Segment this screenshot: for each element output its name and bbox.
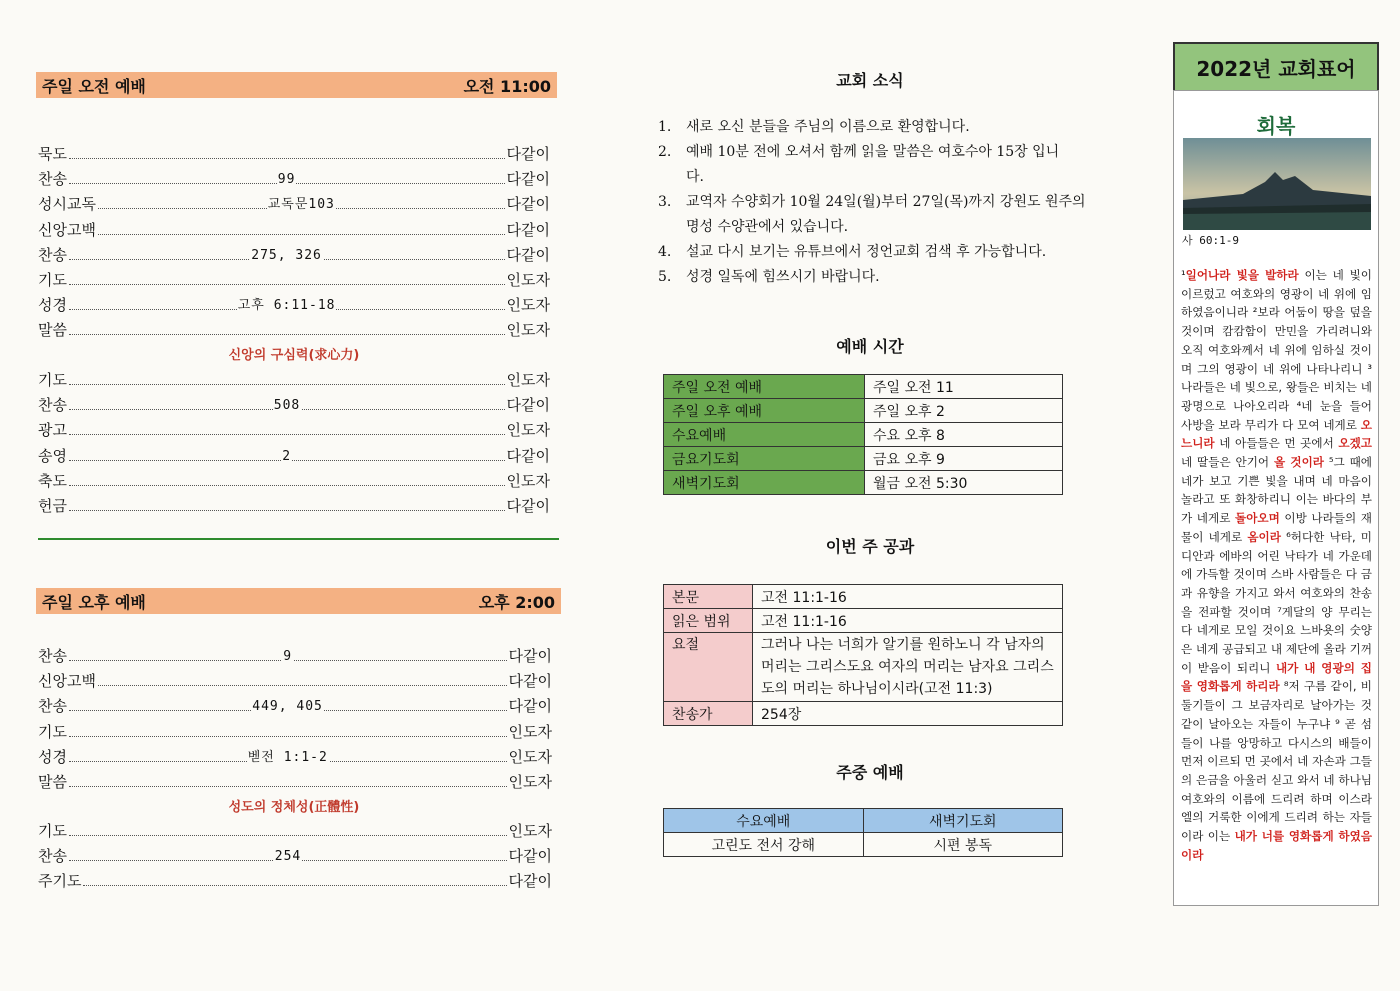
afternoon-sermon-title: 성도의 정체성(正體性): [228, 800, 360, 815]
order-item-label: 신앙고백: [38, 220, 96, 239]
verse-highlight: 내가 너를 영화롭게 하였음이라: [1181, 829, 1372, 862]
leader-dots: [69, 333, 505, 335]
order-row: [38, 743, 552, 767]
section-divider: [38, 538, 559, 540]
order-item-leader: 다같이: [506, 396, 550, 415]
order-item-label: 기도: [38, 271, 67, 289]
table-row: [664, 585, 1063, 609]
midweek-col2-header: 새벽기도회: [863, 809, 1063, 833]
news-item: 3. 교역자 수양회가 10월 24일(월)부터 27일(목)까지 강원도 원주의 명성 수양관에서 있습니다.: [658, 194, 1086, 235]
order-item-detail: 99: [277, 172, 296, 188]
order-item-label: 축도: [38, 471, 67, 490]
leader-dots: [69, 448, 505, 464]
leader-dots: [69, 699, 507, 715]
morning-service-header: [36, 72, 557, 98]
order-item-label: 기도: [38, 822, 67, 840]
sidebar-title: 2022년 교회표어: [1173, 42, 1379, 92]
order-item-detail: 고후 6:11-18: [237, 294, 337, 313]
order-row: [38, 768, 552, 792]
order-item-label: 기도: [38, 722, 67, 741]
verse-highlight: 돌아오며: [1235, 511, 1280, 526]
order-item-label: 찬송: [38, 647, 67, 665]
order-item-label: 찬송: [38, 847, 67, 866]
schedule-service-name: 금요기도회: [664, 447, 865, 471]
leader-dots: [69, 398, 505, 414]
leader-dots: [69, 298, 505, 314]
schedule-table: [663, 374, 1063, 495]
midweek-col2-value: 시편 봉독: [863, 833, 1063, 857]
lesson-table: [663, 584, 1063, 726]
verse-text: [1181, 266, 1372, 865]
order-item-detail: 275, 326: [251, 247, 322, 263]
order-item-leader: 다같이: [506, 170, 550, 189]
verse-reference: 사 60:1-9: [1182, 234, 1239, 247]
lesson-hymn-value: 254장: [753, 702, 1063, 726]
leader-dots: [69, 834, 507, 836]
schedule-service-time: 수요 오후 8: [865, 423, 1063, 447]
order-row: [38, 718, 552, 742]
verse-highlight: 올 것이라: [1274, 455, 1325, 470]
order-item-label: 광고: [38, 421, 67, 440]
leader-dots: [98, 197, 505, 213]
order-row: [38, 391, 550, 415]
leader-dots: [69, 785, 507, 787]
news-item: 2. 예배 10분 전에 오셔서 함께 읽을 말씀은 여호수아 15장 입니다.: [658, 144, 1060, 185]
verse-segment: ⁶허다한 낙타, 미디안과 에바의 어린 낙타가 네 가운데에 가득할 것이며 스바 사람들은 다 금과 유향을 가지고 와서 여호와의 찬송을 전파할 것이며 ⁷게달의 양 무리는 다 네게로 모일 것이요 느바욧의 숫양은 네게 공급되고 내 제단에 올라 기꺼이 받음이 되리니: [1181, 529, 1372, 675]
order-item-label: 헌금: [38, 497, 67, 515]
verse-highlight: 오느니라: [1181, 417, 1372, 451]
order-item-leader: 다같이: [506, 220, 550, 239]
leader-dots: [69, 509, 505, 511]
verse-segment: 이방 나라들의 재물이 네게로: [1181, 511, 1372, 544]
order-row: [38, 266, 550, 290]
leader-dots: [69, 157, 505, 159]
table-row: [664, 423, 1063, 447]
table-row: [664, 633, 1063, 702]
order-row: [38, 216, 550, 240]
order-item-label: 찬송: [38, 170, 67, 189]
order-item-label: 주기도: [38, 872, 82, 891]
afternoon-service-title: 주일 오후 예배: [42, 592, 146, 612]
order-item-detail: 9: [283, 649, 293, 664]
order-item-detail: 449, 405: [252, 699, 323, 715]
order-row: [38, 817, 552, 841]
order-item-leader: 인도자: [506, 421, 550, 440]
order-item-label: 기도: [38, 371, 67, 389]
order-item-detail: 벧전 1:1-2: [247, 746, 329, 765]
schedule-service-name: 주일 오전 예배: [664, 375, 865, 399]
table-row: [664, 375, 1063, 399]
leader-dots: [98, 233, 505, 235]
schedule-title: 예배 시간: [836, 337, 904, 356]
order-item-detail: 254: [274, 849, 302, 865]
order-item-leader: 다같이: [508, 672, 552, 691]
order-item-label: 성경: [38, 296, 67, 315]
order-item-label: 성시교독: [38, 195, 96, 214]
lesson-read-value: 고전 11:1-16: [753, 609, 1063, 633]
leader-dots: [69, 283, 505, 285]
schedule-service-time: 주일 오전 11: [865, 375, 1063, 399]
verse-segment: 이는 네 빛이 이르렀고 여호와의 영광이 네 위에 임하였음이니라 ²보라 어둠이 땅을 덮을 것이며 캄캄함이 만민을 가리려니와 오직 여호와께서 네 위에 임하실 것이며 그의 영광이 네 위에 나타나리니 ³나라들은 네 빛으로, 왕들은 비치는 네 광명으로 나아오리라 ⁴네 눈을 들어 사방을 보라 무리가 다 모여 네게로: [1181, 268, 1373, 432]
morning-service-title: 주일 오전 예배: [42, 76, 146, 96]
table-row: [664, 809, 1063, 833]
order-item-leader: 다같이: [508, 697, 552, 716]
leader-dots: [69, 735, 507, 737]
table-row: [664, 447, 1063, 471]
order-item-leader: 다같이: [506, 497, 550, 515]
order-item-label: 찬송: [38, 697, 67, 716]
verse-segment: ¹: [1181, 268, 1186, 282]
news-item: 5. 성경 일독에 힘쓰시기 바랍니다.: [658, 269, 880, 285]
motto-title: 회복: [1256, 114, 1296, 138]
order-item-label: 찬송: [38, 396, 67, 415]
morning-sermon-title: 신앙의 구심력(求心力): [228, 348, 360, 363]
order-row: [38, 291, 550, 315]
schedule-service-time: 주일 오후 2: [865, 399, 1063, 423]
midweek-col1-value: 고린도 전서 강해: [664, 833, 864, 857]
verse-highlight: 오겠고: [1338, 436, 1372, 451]
verse-highlight: 옴이라: [1247, 529, 1281, 544]
order-item-leader: 인도자: [508, 822, 552, 840]
order-item-leader: 인도자: [506, 371, 550, 389]
verse-segment: ⁸저 구름 같이, 비둘기들이 그 보금자리로 날아가는 것 같이 날아오는 자들이 누구냐 ⁹ 곧 섬들이 나를 앙망하고 다시스의 배들이 먼저 이르되 먼 곳에서 네 자손과 그들의 은금을 아울러 싣고 와서 네 하나님 여호와의 이름에 드리려 하며 이스라엘의 거룩한 이에게 드리려 하는 자들이라 이는: [1181, 679, 1372, 844]
lesson-text-label: 본문: [664, 585, 753, 609]
order-item-label: 신앙고백: [38, 672, 96, 691]
order-item-label: 송영: [38, 446, 67, 465]
afternoon-service-time: 오후 2:00: [478, 592, 555, 612]
midweek-table: [663, 808, 1063, 857]
order-row: [38, 642, 552, 666]
order-row: [38, 366, 550, 390]
order-item-label: 말씀: [38, 773, 67, 791]
order-item-leader: 인도자: [506, 296, 550, 315]
news-item: 4. 설교 다시 보기는 유튜브에서 정언교회 검색 후 가능합니다.: [658, 244, 1047, 260]
schedule-service-name: 수요예배: [664, 423, 865, 447]
order-row: [38, 842, 552, 866]
table-row: [664, 833, 1063, 857]
order-item-leader: 인도자: [508, 747, 552, 766]
lesson-key-value: 그러나 나는 너희가 알기를 원하노니 각 남자의 머리는 그리스도요 여자의 머리는 남자요 그리스도의 머리는 하나님이시라(고전 11:3): [753, 633, 1063, 702]
lesson-title: 이번 주 공과: [825, 537, 915, 556]
leader-dots: [83, 884, 506, 886]
order-row: [38, 692, 552, 716]
order-item-leader: 다같이: [506, 195, 550, 214]
leader-dots: [69, 383, 505, 385]
order-item-label: 말씀: [38, 321, 67, 340]
order-row: [38, 140, 550, 164]
order-item-leader: 인도자: [506, 321, 550, 340]
order-item-label: 찬송: [38, 245, 67, 264]
verse-segment: 네 아들들은 먼 곳에서: [1214, 436, 1339, 451]
verse-highlight: 일어나라 빛을 발하라: [1185, 268, 1299, 282]
news-list: [658, 115, 1108, 290]
order-row: [38, 667, 552, 691]
table-row: [664, 471, 1063, 495]
schedule-service-time: 월금 오전 5:30: [865, 471, 1063, 495]
schedule-service-name: 주일 오후 예배: [664, 399, 865, 423]
verse-segment: 네 딸들은 안기어: [1181, 455, 1274, 470]
leader-dots: [69, 649, 507, 664]
order-item-detail: 교독문103: [267, 193, 336, 212]
leader-dots: [69, 849, 507, 865]
midweek-title: 주중 예배: [836, 763, 904, 782]
order-row: [38, 165, 550, 189]
midweek-col1-header: 수요예배: [664, 809, 864, 833]
news-title: 교회 소식: [836, 71, 904, 90]
leader-dots: [69, 172, 505, 188]
order-item-leader: 다같이: [506, 446, 550, 465]
table-row: [664, 609, 1063, 633]
order-item-leader: 다같이: [508, 847, 552, 866]
order-row: [38, 492, 550, 516]
order-item-leader: 다같이: [508, 872, 552, 891]
order-row: [38, 867, 552, 891]
lesson-key-label: 요절: [664, 633, 753, 702]
order-row: [38, 241, 550, 265]
order-item-label: 성경: [38, 747, 67, 766]
order-row: [38, 416, 550, 440]
verse-segment: ⁵그 때에 네가 보고 기쁜 빛을 내며 네 마음이 놀라고 또 화창하리니 이는 바다의 부가 네게로: [1181, 455, 1372, 526]
leader-dots: [69, 484, 505, 486]
leader-dots: [98, 684, 507, 686]
verse-highlight: 내가 내 영광의 집을 영화롭게 하리라: [1181, 660, 1372, 694]
news-item: 1. 새로 오신 분들을 주님의 이름으로 환영합니다.: [658, 119, 970, 135]
leader-dots: [69, 433, 505, 435]
order-row: [38, 316, 550, 340]
lesson-hymn-label: 찬송가: [664, 702, 753, 726]
order-item-leader: 인도자: [508, 722, 552, 741]
order-item-leader: 다같이: [506, 145, 550, 163]
table-row: [664, 702, 1063, 726]
order-item-label: 묵도: [38, 145, 67, 163]
order-row: [38, 190, 550, 214]
order-item-leader: 인도자: [508, 773, 552, 791]
leader-dots: [69, 749, 507, 765]
order-item-leader: 다같이: [506, 245, 550, 264]
mountain-image: [1183, 138, 1371, 230]
order-row: [38, 467, 550, 491]
order-item-detail: 2: [282, 448, 292, 464]
schedule-service-name: 새벽기도회: [664, 471, 865, 495]
lesson-read-label: 읽은 범위: [664, 609, 753, 633]
morning-service-time: 오전 11:00: [463, 76, 551, 96]
schedule-service-time: 금요 오후 9: [865, 447, 1063, 471]
lesson-text-value: 고전 11:1-16: [753, 585, 1063, 609]
order-item-leader: 인도자: [506, 471, 550, 490]
order-item-leader: 인도자: [506, 271, 550, 289]
table-row: [664, 399, 1063, 423]
order-item-detail: 508: [273, 398, 301, 414]
afternoon-service-header: [36, 588, 561, 614]
order-item-leader: 다같이: [508, 647, 552, 665]
order-row: [38, 442, 550, 466]
leader-dots: [69, 247, 505, 263]
